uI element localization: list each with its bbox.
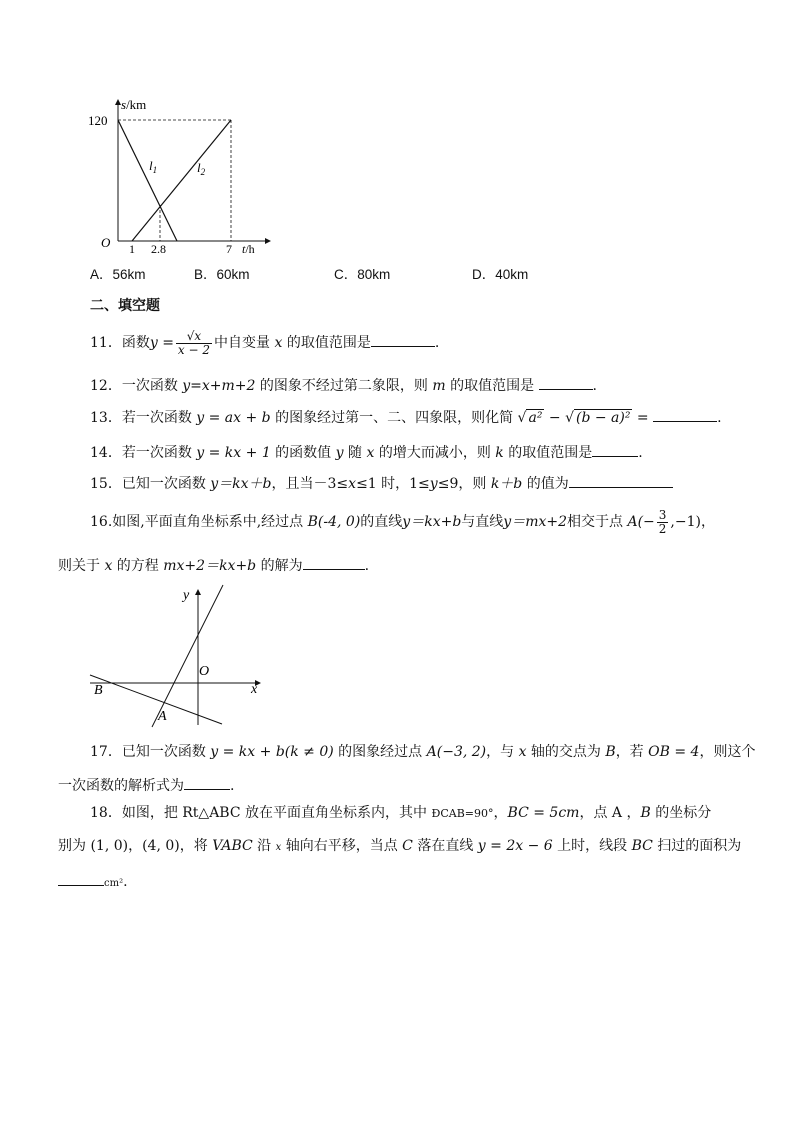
x-axis-label: t/h (242, 242, 255, 255)
question-14 (90, 441, 643, 463)
q16-point-a-post: ,−1) (670, 514, 701, 530)
x-axis-arrow (265, 238, 271, 244)
q12-answer-blank[interactable] (539, 374, 593, 390)
q13-prefix: 13．若一次函数 (90, 410, 197, 426)
q15-kb: k＋b (490, 476, 523, 492)
q13-root1: √ a² (517, 410, 543, 426)
choice-d: D．40km (472, 267, 529, 282)
q16-line2-prefix: 则关于 (58, 558, 105, 574)
line-mx-plus-2 (152, 585, 223, 727)
q18-answer-blank[interactable] (58, 870, 104, 886)
q13-minus: − (544, 410, 566, 426)
q17-end: . (230, 778, 235, 794)
q15-answer-blank[interactable] (569, 472, 673, 488)
q12-prefix: 12．一次函数 (90, 378, 183, 394)
q18-line2-text2: 沿 (252, 838, 276, 854)
q16-frac-num: 3 (658, 507, 667, 522)
q16-prefix: 16.如图,平面直角坐标系中,经过点 (90, 514, 308, 530)
q18-line2-text: ，将 (179, 838, 213, 854)
q18-triangle: Rt△ABC (182, 805, 241, 821)
q17-text: 的图象经过点 (333, 744, 427, 760)
q18-angle: ÐCAB=90° (431, 807, 494, 820)
q17-x: x (518, 744, 527, 760)
question-13 (90, 406, 722, 428)
q11-end: . (434, 335, 440, 351)
q17-line1-end: ，则这个 (699, 744, 756, 760)
x-tick-7: 7 (226, 242, 232, 255)
point-a-label: A (158, 709, 167, 724)
question-18-line3 (58, 870, 128, 894)
q14-text4: 的取值范围是 (503, 445, 593, 461)
q18-end: . (123, 874, 128, 890)
q15-text3: ≤9，则 (437, 476, 491, 492)
question-15 (90, 472, 673, 494)
q14-k: k (495, 445, 504, 461)
q12-var: m (432, 378, 446, 394)
q17-ob: OB = 4 (648, 744, 700, 760)
distance-time-graph (85, 95, 275, 255)
q13-eq: = (632, 410, 654, 426)
q18-point2: (4, 0) (142, 838, 180, 854)
q13-end: . (717, 410, 722, 426)
q14-prefix: 14．若一次函数 (90, 445, 197, 461)
q14-text2: 随 (343, 445, 367, 461)
q17-text2: ，与 (486, 744, 519, 760)
q14-x: x (366, 445, 375, 461)
q15-text4: 的值为 (522, 476, 569, 492)
q17-answer-blank[interactable] (184, 774, 230, 790)
q16-line1-end: ， (700, 514, 715, 530)
q16-frac-den: 2 (658, 521, 667, 536)
question-16-line1 (90, 506, 715, 538)
x-tick-1: 1 (129, 242, 135, 255)
q18-bc: BC = 5cm (507, 805, 580, 821)
q11-denominator: x − 2 (177, 342, 211, 357)
q18-sep: ， (493, 805, 508, 821)
q13-root2-content: (b − a)² (576, 410, 631, 426)
q18-expr: y = 2x − 6 (477, 838, 553, 854)
q18-line2-sep: ， (128, 838, 143, 854)
q11-y: y = (149, 335, 174, 351)
choice-a: A．56km (90, 267, 146, 282)
q18-c: C (402, 838, 413, 854)
q18-line2-text4: 落在直线 (412, 838, 478, 854)
q16-point-b: B(-4, 0) (307, 514, 361, 530)
section-title: 二、填空题 (90, 298, 160, 314)
q14-expr: y = kx + 1 (196, 445, 271, 461)
q14-text: 的函数值 (270, 445, 336, 461)
q15-expr: y＝kx＋b (210, 476, 272, 492)
q17-text4: ，若 (615, 744, 649, 760)
q17-prefix: 17．已知一次函数 (90, 744, 211, 760)
q15-text2: ≤1 时，1≤ (356, 476, 430, 492)
q16-equation: mx+2＝kx+b (163, 558, 257, 574)
x-axis-label: x (251, 682, 258, 697)
choice-c: C．80km (334, 267, 391, 282)
q14-y: y (335, 445, 344, 461)
q16-point-a-pre: A(− (627, 514, 655, 530)
q11-prefix: 11．函数 (90, 335, 150, 351)
l2-label: $l_2$ (197, 160, 206, 177)
q12-expr: y=x+m+2 (182, 378, 256, 394)
q12-text2: 的取值范围是 (445, 378, 539, 394)
q16-end: . (364, 558, 370, 574)
question-12 (90, 374, 597, 396)
q16-text: 的直线 (360, 514, 403, 530)
q18-unit: cm² (104, 878, 124, 889)
q18-bc-segment: BC (631, 838, 653, 854)
q11-answer-blank[interactable] (371, 331, 435, 347)
q13-root1-content: a² (528, 410, 543, 426)
q15-y: y (429, 476, 438, 492)
q18-prefix: 18．如图，把 (90, 805, 183, 821)
q12-text: 的图象不经过第二象限，则 (255, 378, 433, 394)
q16-answer-blank[interactable] (303, 554, 365, 570)
q18-triangle2: VABC (212, 838, 253, 854)
q18-text: 放在平面直角坐标系内，其中 (240, 805, 432, 821)
q11-numerator: √x (176, 330, 212, 344)
q12-end: . (592, 378, 597, 394)
q15-prefix: 15．已知一次函数 (90, 476, 211, 492)
q17-b: B (605, 744, 616, 760)
question-11 (90, 328, 439, 358)
q13-expr: y = ax + b (196, 410, 271, 426)
question-18-line1 (90, 803, 711, 824)
q11-text: 中自变量 (214, 335, 275, 351)
question-17-line2 (58, 774, 234, 796)
y-axis-label: s/km (121, 97, 147, 112)
q18-line2-text5: 上时，线段 (552, 838, 632, 854)
y-axis-label: y (183, 588, 190, 603)
q16-line2-text: 的方程 (112, 558, 164, 574)
q18-x: x (275, 842, 282, 853)
q15-x: x (348, 476, 357, 492)
q15-text: ，且当－3≤ (271, 476, 349, 492)
q14-end: . (638, 445, 643, 461)
q17-line2-text: 一次函数的解析式为 (58, 778, 184, 794)
q14-answer-blank[interactable] (592, 441, 638, 457)
origin-label: O (101, 235, 111, 250)
q13-root2: √ (b − a)² (565, 410, 631, 426)
q18-line2-prefix: 别为 (58, 838, 91, 854)
q16-text3: 相交于点 (567, 514, 628, 530)
q18-line1-end: 的坐标分 (650, 805, 712, 821)
q16-text2: 与直线 (461, 514, 504, 530)
q18-b: B (640, 805, 651, 821)
q17-point: A(−3, 2) (426, 744, 487, 760)
q18-line2-text3: 轴向右平移，当点 (281, 838, 403, 854)
q16-expr1: y＝kx+b (402, 514, 462, 530)
q11-fraction (176, 330, 212, 357)
question-17-line1 (90, 742, 755, 762)
y-tick-120: 120 (88, 113, 108, 128)
line-kx-plus-b (90, 675, 222, 724)
question-18-line2 (58, 836, 741, 858)
q11-text2: 的取值范围是 (282, 335, 371, 351)
q18-line2-end: 扫过的面积为 (652, 838, 742, 854)
point-b-label: B (94, 683, 103, 698)
question-16-line2 (58, 554, 369, 576)
q16-expr2: y＝mx+2 (503, 514, 567, 530)
q16-line2-text2: 的解为 (256, 558, 303, 574)
q17-expr: y = kx + b(k ≠ 0) (210, 744, 334, 760)
q18-point1: (1, 0) (90, 838, 129, 854)
q14-text3: 的增大而减小，则 (374, 445, 496, 461)
x-tick-2.8: 2.8 (151, 242, 166, 255)
q17-text3: 轴的交点为 (526, 744, 606, 760)
q13-answer-blank[interactable] (653, 406, 717, 422)
intersecting-lines-graph (85, 583, 270, 728)
q11-var: x (274, 335, 283, 351)
origin-label: O (199, 664, 210, 679)
q16-x: x (104, 558, 113, 574)
q18-text2: ，点 A ， (579, 805, 641, 821)
q13-text: 的图象经过第一、二、四象限，则化简 (270, 410, 518, 426)
q16-fraction (657, 509, 669, 536)
y-axis-arrow (195, 589, 201, 595)
l1-label: $l_1$ (149, 158, 158, 175)
choice-b: B．60km (194, 267, 250, 282)
